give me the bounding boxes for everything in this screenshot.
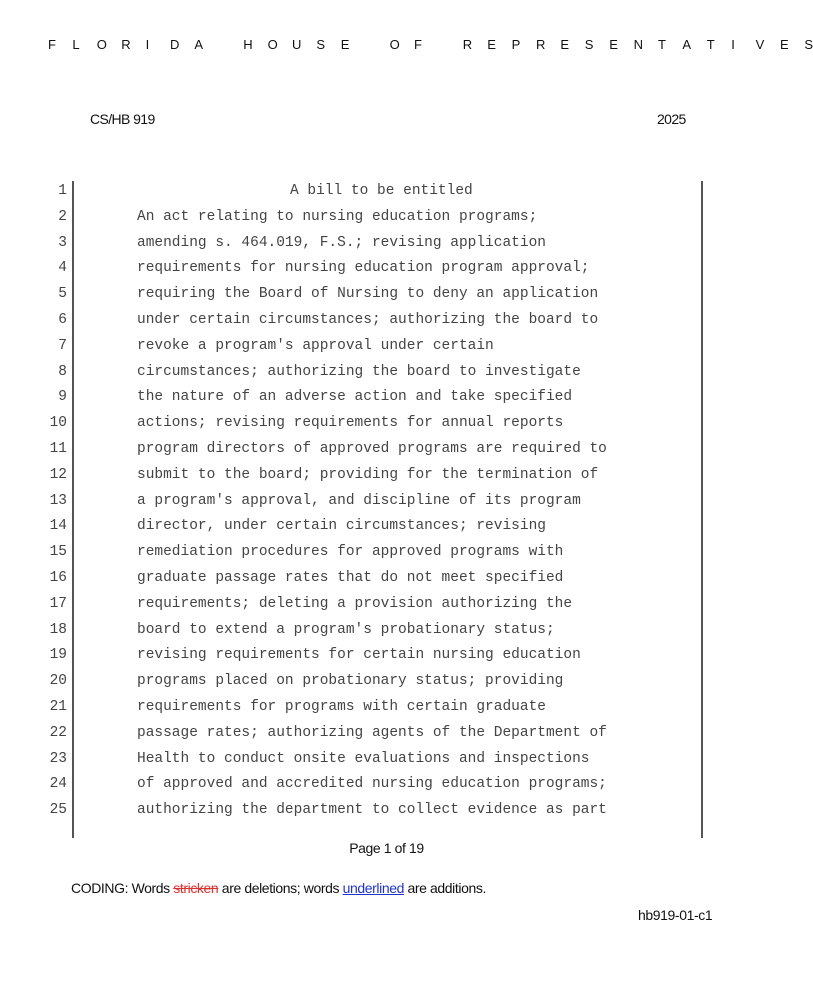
line-number: 14	[49, 518, 67, 535]
line-number: 16	[49, 570, 67, 586]
line-text: amending s. 464.019, F.S.; revising application	[137, 234, 546, 251]
coding-middle: are deletions; words	[218, 880, 343, 896]
organization-title-letter: F	[414, 37, 422, 52]
line-text: circumstances; authorizing the board to investigate	[137, 363, 581, 380]
organization-title-letter: S	[584, 37, 594, 52]
bill-line	[0, 542, 773, 568]
organization-title-letter: E	[780, 37, 789, 52]
bill-line	[0, 310, 773, 336]
line-text: requirements for nursing education program approval;	[137, 260, 590, 277]
organization-title-letter: S	[804, 37, 813, 52]
line-number: 2	[58, 208, 67, 225]
bill-line	[0, 465, 773, 491]
line-text: passage rates; authorizing agents of the Department of	[137, 724, 607, 741]
line-number: 21	[49, 699, 67, 715]
line-text: A bill to be entitled	[290, 183, 473, 199]
line-number: 7	[58, 337, 67, 354]
bill-line	[0, 491, 773, 517]
line-text: requirements; deleting a provision authorizing the	[137, 595, 573, 612]
organization-title-letter: T	[706, 37, 715, 52]
organization-title-letter: R	[462, 37, 473, 52]
bill-line	[0, 774, 773, 800]
line-number: 25	[49, 802, 67, 819]
organization-title-letter: F	[48, 37, 56, 52]
line-number: 8	[58, 363, 67, 380]
line-text: programs placed on probationary status; providing	[137, 673, 564, 690]
bill-line	[0, 620, 773, 646]
organization-title-letter: N	[633, 37, 643, 52]
organization-title-letter: I	[145, 37, 150, 52]
coding-stricken-sample: stricken	[173, 880, 219, 896]
line-text: remediation procedures for approved programs with	[137, 544, 564, 561]
coding-prefix: CODING: Words	[71, 880, 174, 896]
line-number: 4	[58, 260, 67, 277]
line-number: 17	[49, 595, 67, 612]
line-text: a program's approval, and discipline of its program	[137, 492, 581, 509]
bill-line	[0, 336, 773, 362]
line-number: 1	[58, 183, 67, 199]
line-text: submit to the board; providing for the termination of	[137, 466, 599, 483]
page-number: Page 1 of 19	[349, 840, 424, 856]
line-number: 11	[49, 441, 67, 457]
line-text: director, under certain circumstances; revising	[137, 518, 546, 535]
coding-suffix: are additions.	[403, 880, 486, 896]
organization-title-letter: P	[511, 37, 521, 52]
organization-title-letter: E	[340, 37, 350, 52]
bill-line	[0, 697, 773, 723]
bill-line	[0, 568, 773, 594]
line-text: actions; revising requirements for annual reports	[137, 415, 564, 432]
line-number: 24	[49, 776, 67, 793]
coding-underlined-sample: underlined	[342, 880, 404, 896]
line-text: Health to conduct onsite evaluations and inspections	[137, 750, 590, 767]
line-number: 23	[49, 750, 67, 767]
line-text: graduate passage rates that do not meet specified	[137, 570, 564, 586]
bill-year: 2025	[657, 111, 686, 127]
organization-title-letter: R	[121, 37, 131, 52]
document-code: hb919-01-c1	[638, 907, 713, 923]
organization-title-letter: A	[194, 37, 204, 52]
line-text: requirements for programs with certain graduate	[137, 699, 546, 715]
organization-title-letter: O	[267, 37, 278, 52]
line-number: 19	[49, 647, 67, 664]
line-text: authorizing the department to collect evidence as part	[137, 802, 607, 819]
line-number: 15	[49, 544, 67, 561]
line-text: program directors of approved programs are required to	[137, 441, 607, 457]
bill-line	[0, 439, 773, 465]
line-number: 20	[49, 673, 67, 690]
line-text: An act relating to nursing education programs;	[137, 208, 538, 225]
line-number: 18	[49, 621, 67, 638]
line-number: 12	[49, 466, 67, 483]
line-number: 6	[58, 312, 67, 328]
bill-line	[0, 749, 773, 775]
line-text: board to extend a program's probationary status;	[137, 621, 555, 638]
bill-line	[0, 723, 773, 749]
organization-title-letter: T	[658, 37, 666, 52]
coding-legend	[71, 880, 486, 896]
organization-title-letter: S	[316, 37, 326, 52]
bill-line	[0, 233, 773, 259]
organization-title-letter: A	[682, 37, 692, 52]
line-text: under certain circumstances; authorizing the board to	[137, 312, 599, 328]
bill-line	[0, 362, 773, 388]
organization-title-letter: E	[560, 37, 570, 52]
line-text: revoke a program's approval under certain	[137, 337, 494, 354]
line-number: 13	[49, 492, 67, 509]
line-text: requiring the Board of Nursing to deny an application	[137, 286, 599, 303]
line-number: 5	[58, 286, 67, 303]
organization-title-letter: O	[389, 37, 400, 52]
organization-title-letter: E	[487, 37, 496, 52]
bill-line	[0, 671, 773, 697]
line-number: 9	[58, 389, 67, 406]
bill-line	[0, 284, 773, 310]
bill-line	[0, 516, 773, 542]
line-text: revising requirements for certain nursing education	[137, 647, 581, 664]
line-number: 10	[49, 415, 67, 432]
line-text: of approved and accredited nursing education programs;	[137, 776, 607, 793]
bill-line	[0, 800, 773, 826]
organization-title-letter: U	[292, 37, 302, 52]
bill-line	[0, 645, 773, 671]
bill-line	[0, 181, 773, 207]
bill-line	[0, 258, 773, 284]
line-number: 3	[58, 234, 67, 251]
organization-title-letter: L	[72, 37, 80, 52]
bill-line	[0, 387, 773, 413]
organization-title-letter: H	[243, 37, 253, 52]
bill-line	[0, 413, 773, 439]
organization-title-letter: I	[731, 37, 735, 52]
bill-line	[0, 594, 773, 620]
organization-title-letter: O	[96, 37, 107, 52]
organization-title-letter: V	[755, 37, 765, 52]
organization-title-letter: R	[536, 37, 546, 52]
organization-title-letter: D	[170, 37, 180, 52]
line-text: the nature of an adverse action and take specified	[137, 389, 573, 406]
line-number: 22	[49, 724, 67, 741]
organization-title-letter: E	[609, 37, 618, 52]
bill-line	[0, 207, 773, 233]
bill-id: CS/HB 919	[90, 111, 155, 127]
